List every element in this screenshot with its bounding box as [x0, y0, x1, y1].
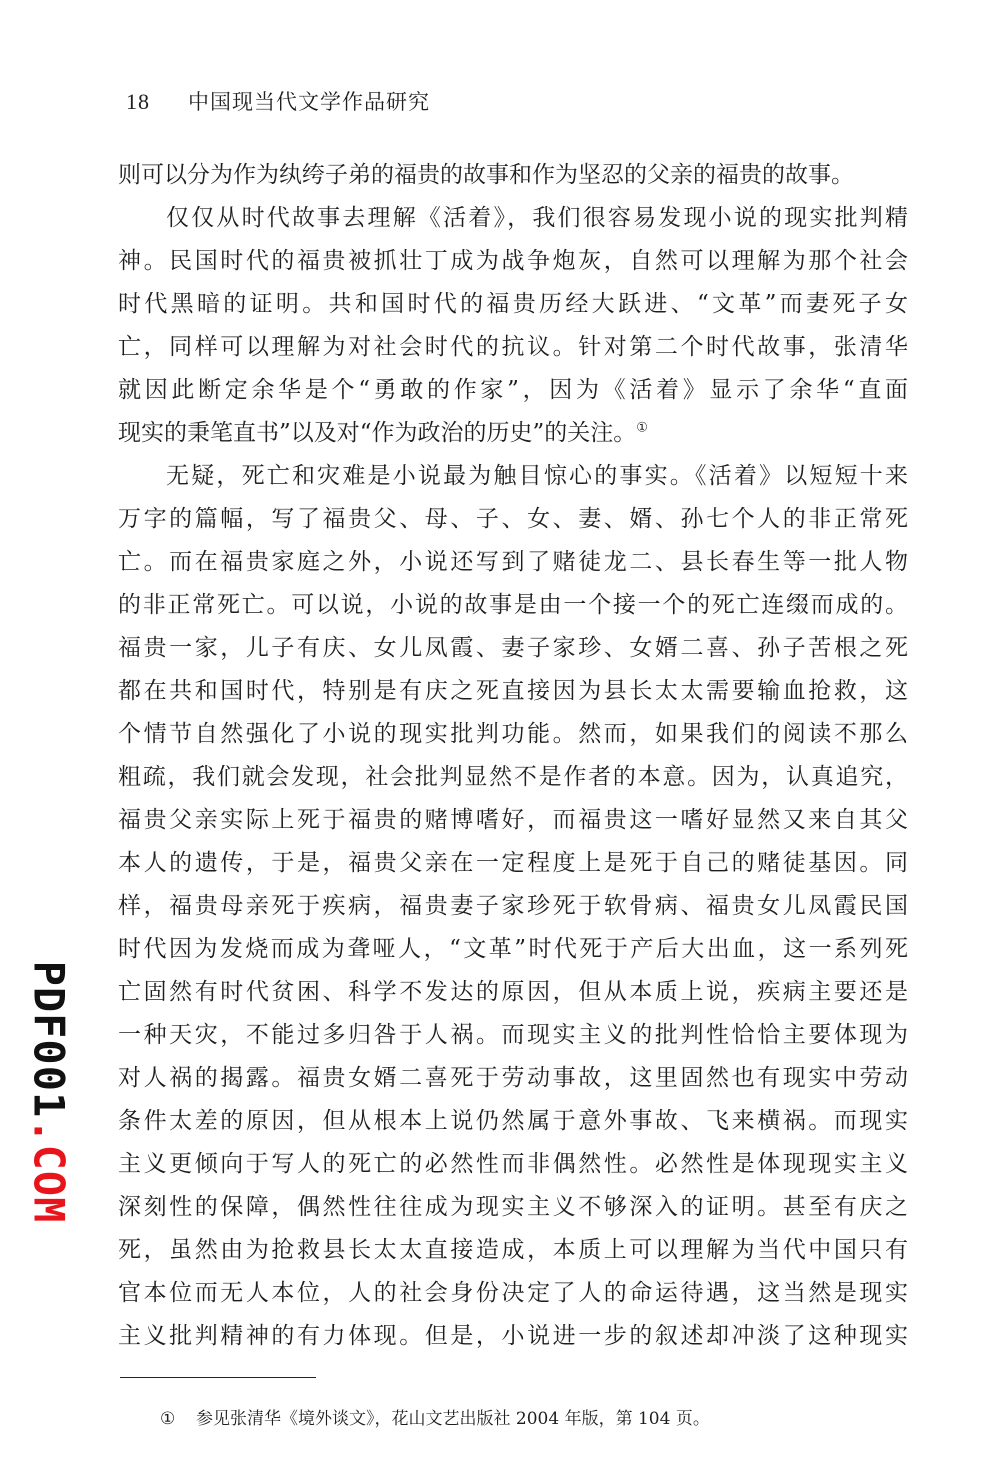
text-line-27: 官本位而无人本位，人的社会身份决定了人的命运待遇，这当然是现实 — [118, 1280, 908, 1306]
text-line-23: 条件太差的原因，但从根本上说仍然属于意外事故、飞来横祸。而现实 — [118, 1108, 908, 1134]
text-line-12: 福贵一家，儿子有庆、女儿凤霞、妻子家珍、女婿二喜、孙子苦根之死 — [118, 635, 908, 661]
text-line-9: 万字的篇幅，写了福贵父、母、子、女、妻、婿、孙七个人的非正常死 — [118, 506, 908, 532]
text-line-13: 都在共和国时代，特别是有庆之死直接因为县长太太需要输血抢救，这 — [118, 678, 908, 704]
footnote-mark: ① — [160, 1409, 176, 1429]
text-line-28: 主义批判精神的有力体现。但是，小说进一步的叙述却冲淡了这种现实 — [118, 1323, 908, 1349]
text-line-1: 则可以分为作为纨绔子弟的福贵的故事和作为坚忍的父亲的福贵的故事。 — [118, 162, 854, 188]
text-line-11: 的非正常死亡。可以说，小说的故事是由一个接一个的死亡连缀而成的。 — [118, 592, 908, 618]
text-line-21: 一种天灾，不能过多归咎于人祸。而现实主义的批判性恰恰主要体现为 — [118, 1022, 908, 1048]
running-title: 中国现当代文学作品研究 — [188, 90, 430, 114]
text-line-20: 亡固然有时代贫困、科学不发达的原因，但从本质上说，疾病主要还是 — [118, 979, 908, 1005]
footnote-divider — [120, 1377, 316, 1378]
watermark-part-2: .COM — [24, 1118, 74, 1224]
watermark-text — [25, 961, 74, 1224]
footnote-text: 参见张清华《境外谈文》，花山文艺出版社 2004 年版，第 104 页。 — [196, 1409, 710, 1429]
page-number: 18 — [126, 89, 150, 114]
text-line-7 — [118, 412, 908, 454]
text-line-15: 粗疏，我们就会发现，社会批判显然不是作者的本意。因为，认真追究， — [118, 764, 908, 790]
page-header — [126, 86, 430, 116]
text-line-18: 样，福贵母亲死于疾病，福贵妻子家珍死于软骨病、福贵女儿凤霞民国 — [118, 893, 908, 919]
text-line-6: 就因此断定余华是个“勇敢的作家”，因为《活着》显示了余华“直面 — [118, 377, 908, 403]
text-line-10: 亡。而在福贵家庭之外，小说还写到了赌徒龙二、县长春生等一批人物 — [118, 549, 908, 575]
footnote — [160, 1404, 710, 1429]
text-line-22: 对人祸的揭露。福贵女婿二喜死于劳动事故，这里固然也有现实中劳动 — [118, 1065, 908, 1091]
text-line-3: 神。民国时代的福贵被抓壮丁成为战争炮灰，自然可以理解为那个社会 — [118, 248, 908, 274]
text-line-5: 亡，同样可以理解为对社会时代的抗议。针对第二个时代故事，张清华 — [118, 334, 908, 360]
text-line-8: 无疑，死亡和灾难是小说最为触目惊心的事实。《活着》以短短十来 — [166, 463, 908, 489]
text-line-19: 时代因为发烧而成为聋哑人，“文革”时代死于产后大出血，这一系列死 — [118, 936, 908, 962]
text-line-24: 主义更倾向于写人的死亡的必然性而非偶然性。必然性是体现现实主义 — [118, 1151, 908, 1177]
text-line-16: 福贵父亲实际上死于福贵的赌博嗜好，而福贵这一嗜好显然又来自其父 — [118, 807, 908, 833]
text-line-7-content: 现实的秉笔直书”以及对“作为政治的历史”的关注。 — [118, 420, 637, 446]
text-line-14: 个情节自然强化了小说的现实批判功能。然而，如果我们的阅读不那么 — [118, 721, 908, 747]
watermark-part-1: PDF001 — [24, 960, 74, 1119]
text-line-4: 时代黑暗的证明。共和国时代的福贵历经大跃进、“文革”而妻死子女 — [118, 291, 908, 317]
watermark — [24, 962, 74, 1222]
text-line-26: 死，虽然由为抢救县长太太直接造成，本质上可以理解为当代中国只有 — [118, 1237, 908, 1263]
text-line-25: 深刻性的保障，偶然性往往成为现实主义不够深入的证明。甚至有庆之 — [118, 1194, 908, 1220]
text-line-17: 本人的遗传，于是，福贵父亲在一定程度上是死于自己的赌徒基因。同 — [118, 850, 908, 876]
text-line-2: 仅仅从时代故事去理解《活着》，我们很容易发现小说的现实批判精 — [166, 205, 908, 231]
footnote-reference[interactable]: ① — [636, 420, 648, 436]
